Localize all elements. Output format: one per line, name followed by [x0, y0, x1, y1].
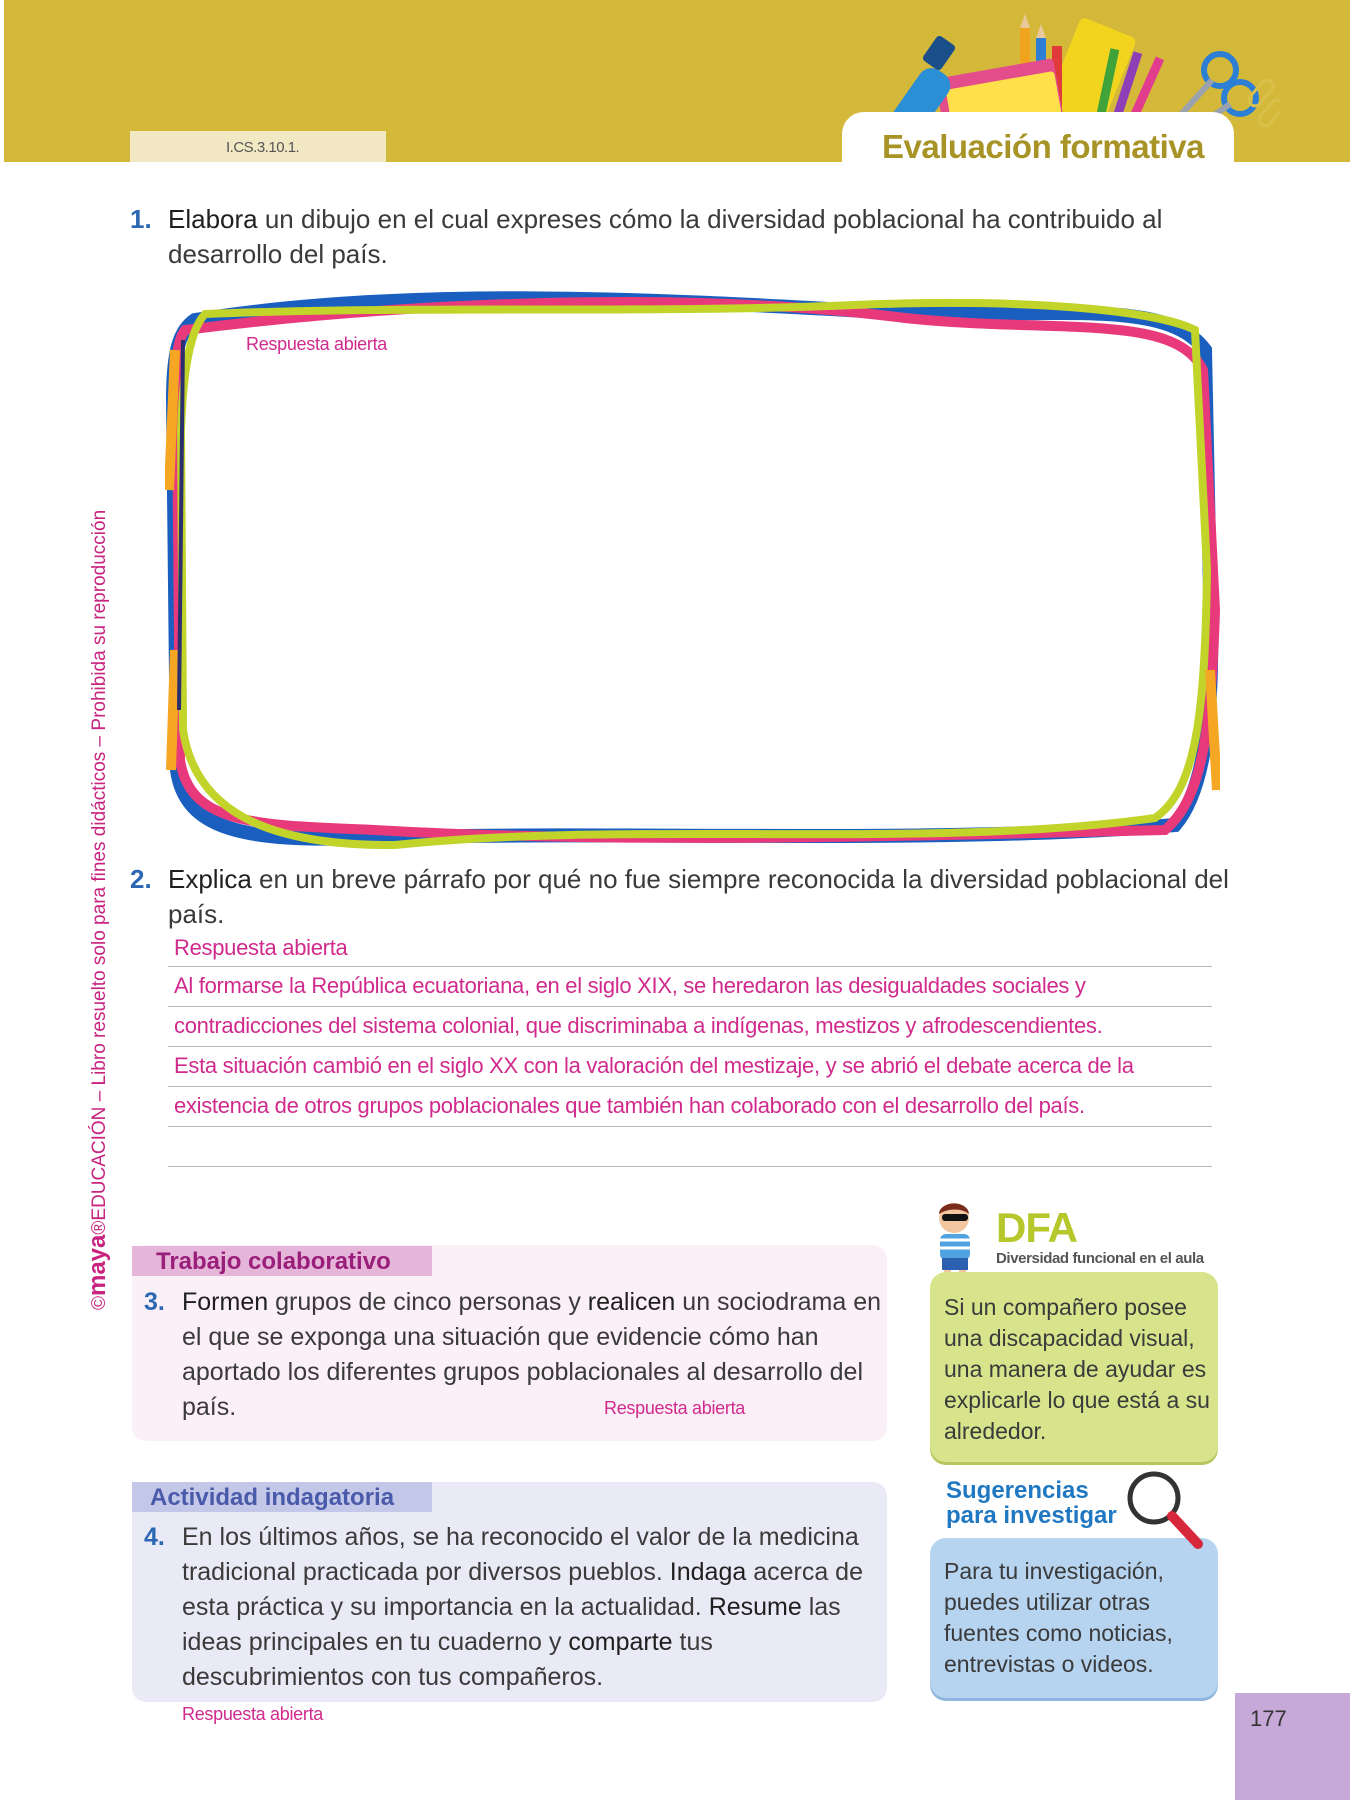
research-tips-title-line2: para investigar — [946, 1502, 1117, 1529]
inquiry-activity-title: Actividad indagatoria — [150, 1484, 395, 1511]
question-keyword: Resume — [708, 1593, 802, 1621]
question-keyword: Indaga — [669, 1558, 747, 1586]
question-body: un dibujo en el cual expreses cómo la diversidad poblacional ha contribuido al desarrollo del país. — [168, 204, 1163, 269]
question-2 — [130, 862, 1230, 932]
collaborative-work-label — [132, 1246, 432, 1276]
research-tips-title — [946, 1478, 1117, 1528]
question-text — [130, 862, 1230, 932]
page-number: 177 — [1250, 1706, 1287, 1731]
research-tips-title-line1: Sugerencias — [946, 1477, 1089, 1504]
copyright-symbol: © — [89, 1296, 110, 1310]
brand-name: maya — [84, 1234, 111, 1296]
header-edge — [0, 0, 4, 162]
dfa-title: DFA — [996, 1204, 1077, 1251]
question-keyword: Elabora — [168, 204, 258, 234]
question-body: grupos de cinco personas y — [268, 1288, 588, 1316]
q1-answer: Respuesta abierta — [246, 334, 387, 354]
q3-answer: Respuesta abierta — [604, 1398, 745, 1418]
question-1 — [130, 202, 1190, 272]
question-number: 3. — [144, 1288, 165, 1316]
question-body: acerca de esta práctica y su importancia en la actualidad. — [182, 1558, 863, 1621]
answer-line: existencia de otros grupos poblacionales que también han colaborado con el desarrollo del país. — [168, 1087, 1212, 1127]
answer-line: contradicciones del sistema colonial, que discriminaba a indígenas, mestizos y afrodescendientes. — [168, 1007, 1212, 1047]
inquiry-activity-label — [132, 1482, 432, 1512]
dfa-text: Si un compañero posee una discapacidad visual, una manera de ayudar es explicarle lo que está a su alrededor. — [944, 1294, 1210, 1444]
question-body: en un breve párrafo por qué no fue siempre reconocida la diversidad poblacional del país. — [168, 864, 1229, 929]
question-keyword: Explica — [168, 864, 252, 894]
dfa-subtitle: Diversidad funcional en el aula — [996, 1250, 1204, 1267]
answer-lines — [168, 935, 1212, 1167]
research-tips-text: Para tu investigación, puedes utilizar otras fuentes como noticias, entrevistas o videos. — [944, 1558, 1173, 1677]
question-body: En los últimos años, se ha reconocido el valor de la medicina tradicional practicada por diversos pueblos. — [182, 1523, 859, 1586]
question-body: un sociodrama en el que se exponga una situación que evidencie cómo han aportado los diferentes grupos poblacionales al desarrollo del país. — [182, 1288, 882, 1421]
question-keyword: realicen — [587, 1288, 676, 1316]
question-body: tus descubrimientos con tus compañeros. — [182, 1628, 713, 1691]
q4-answer: Respuesta abierta — [182, 1704, 323, 1724]
question-4 — [144, 1520, 884, 1695]
question-number: 2. — [130, 864, 152, 894]
answer-line: Esta situación cambió en el siglo XX con la valoración del mestizaje, y se abrió el debate acerca de la — [168, 1047, 1212, 1087]
drawing-frame — [165, 290, 1220, 850]
question-body: las ideas principales en tu cuaderno y — [182, 1593, 841, 1656]
question-keyword: Formen — [182, 1288, 269, 1316]
question-3 — [144, 1285, 884, 1425]
question-number: 1. — [130, 204, 152, 234]
question-number: 4. — [144, 1523, 165, 1551]
copyright-text: ®EDUCACIÓN – Libro resuelto solo para fines didácticos – Prohibida su reproducción — [89, 509, 110, 1235]
question-keyword: comparte — [568, 1628, 673, 1656]
question-text — [144, 1285, 884, 1425]
curriculum-code: I.CS.3.10.1. — [130, 131, 386, 162]
question-text — [130, 202, 1190, 272]
question-text — [144, 1520, 884, 1695]
answer-line: Respuesta abierta — [168, 935, 1212, 967]
side-copyright — [84, 480, 112, 1310]
page-title: Evaluación formativa — [882, 128, 1204, 165]
collaborative-work-title: Trabajo colaborativo — [156, 1248, 391, 1275]
answer-line: Al formarse la República ecuatoriana, en el siglo XIX, se heredaron las desigualdades sociales y — [168, 967, 1212, 1007]
answer-line-empty — [168, 1127, 1212, 1167]
magnifier-icon — [1120, 1466, 1210, 1551]
